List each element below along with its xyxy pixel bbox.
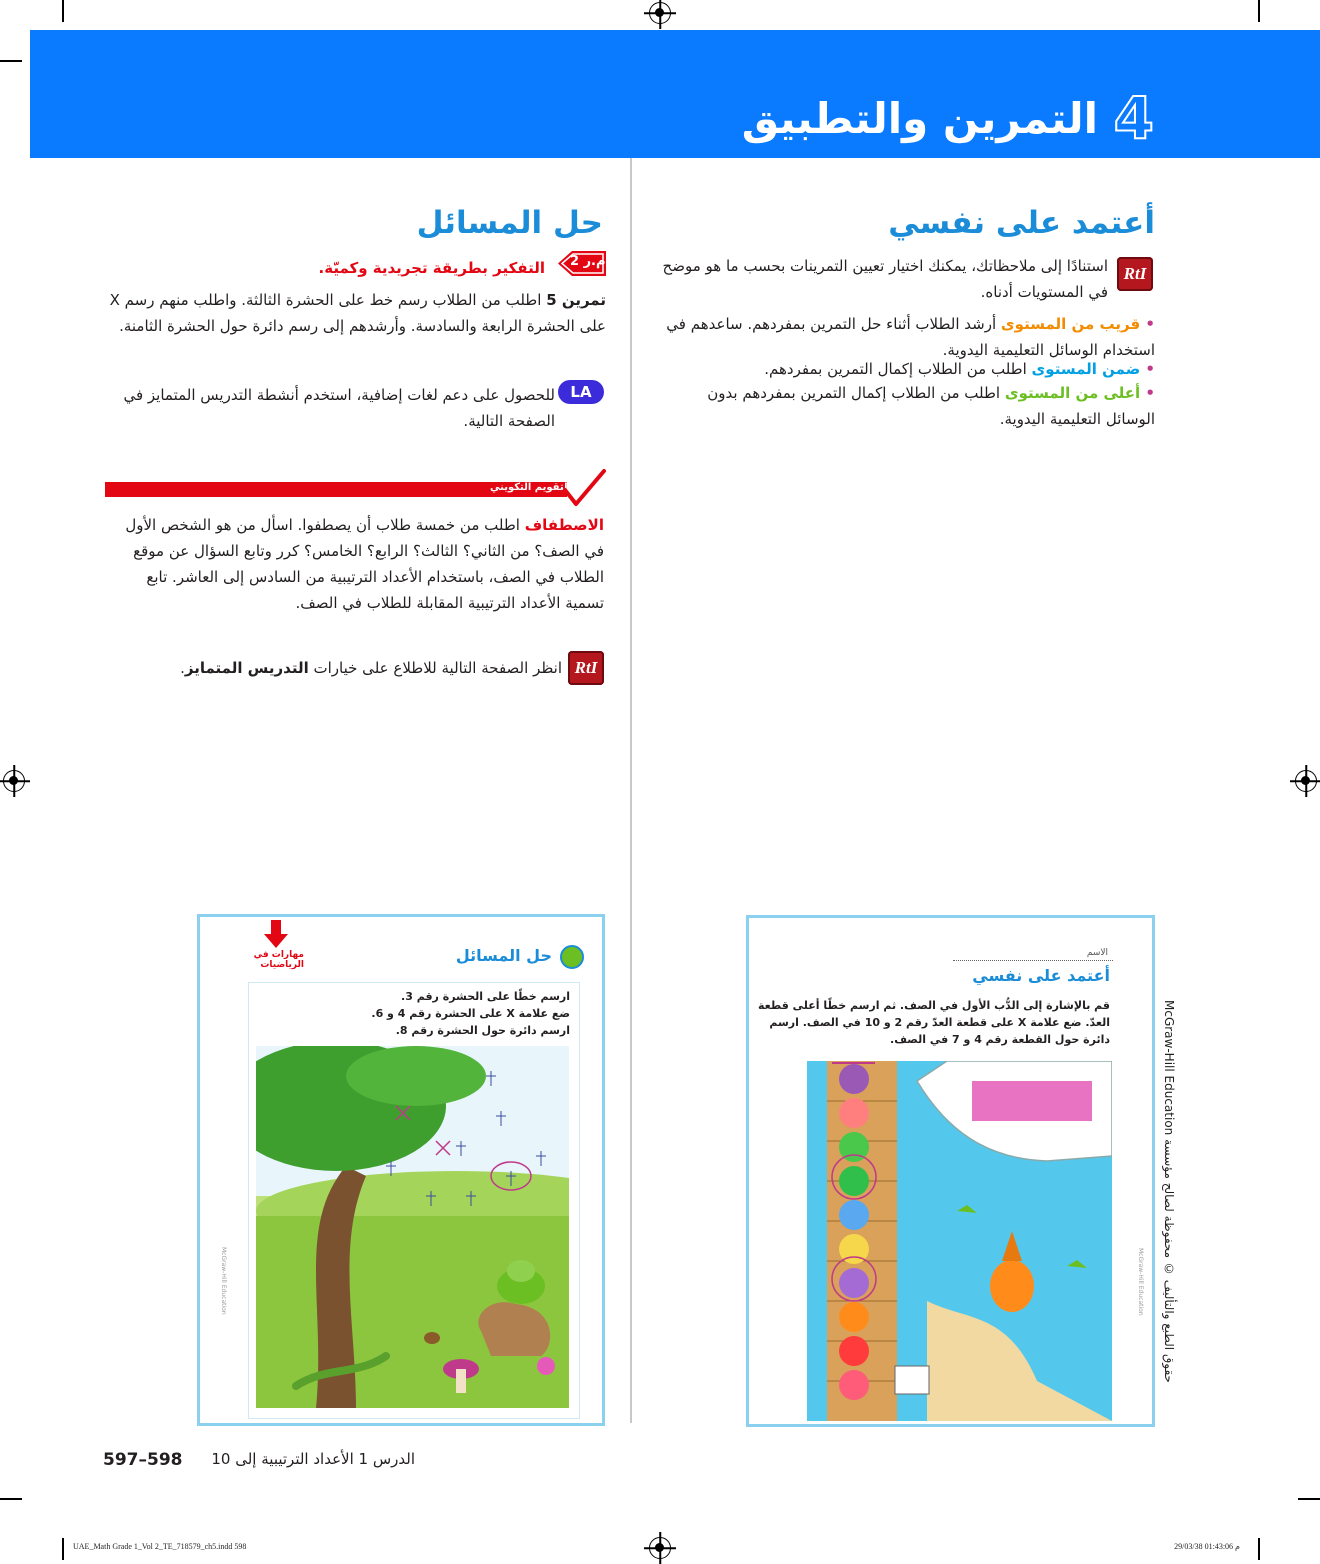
worksheet-title: حل المسائل bbox=[455, 946, 552, 965]
footer-page-numbers: 597–598 bbox=[103, 1450, 183, 1470]
worksheet-side-credit: McGraw-Hill Education bbox=[1137, 1248, 1144, 1316]
worksheet-line: العدّ. ضع علامة X على قطعة العدّ رقم 2 و 10 في الصف. ارسم bbox=[769, 1016, 1110, 1029]
name-label: الاسم bbox=[1086, 948, 1108, 958]
rti-text-bold: التدريس المتمايز bbox=[184, 659, 309, 677]
exercise-5-paragraph bbox=[106, 287, 606, 339]
crop-mark bbox=[62, 1538, 64, 1560]
worksheet-thumbnail-problem-solving bbox=[197, 914, 605, 1426]
globe-icon bbox=[560, 945, 584, 969]
bullet-on-level: • ضمن المستوى اطلب من الطلاب إكمال التمرين بمفردهم. bbox=[764, 360, 1155, 378]
rti-text: انظر الصفحة التالية للاطلاع على خيارات bbox=[313, 659, 562, 677]
practice-text: التفكير بطريقة تجريدية وكميّة. bbox=[318, 259, 545, 277]
chapter-title: التمرين والتطبيق bbox=[741, 94, 1098, 143]
worksheet-tag: مهارات في الرياضيات bbox=[253, 950, 304, 970]
worksheet-line: قم بالإشارة إلى الدُّب الأول في الصف. ثم ارسم خطًا أعلى قطعة bbox=[758, 999, 1110, 1012]
print-timestamp: 29/03/38 01:43:06 م bbox=[1174, 1542, 1240, 1551]
registration-mark-icon bbox=[649, 1537, 671, 1559]
bullet-text: أرشد الطلاب أثناء حل التمرين بمفردهم. ساعدهم في استخدام الوسائل التعليمية اليدوية. bbox=[666, 315, 1155, 359]
print-slug: UAE_Math Grade 1_Vol 2_TE_718579_ch5.indd 598 bbox=[73, 1542, 247, 1551]
worksheet-line: ضع علامة X على الحشرة رقم 4 و 6. bbox=[371, 1007, 570, 1020]
crop-mark bbox=[0, 60, 22, 62]
registration-mark-icon bbox=[649, 2, 671, 24]
la-paragraph: للحصول على دعم لغات إضافية، استخدم أنشطة التدريس المتمايز في الصفحة التالية. bbox=[123, 386, 555, 430]
bullet-approaching: • قريب من المستوى أرشد الطلاب أثناء حل التمرين بمفردهم. ساعدهم في استخدام الوسائل التعليمية اليدوية. bbox=[666, 315, 1155, 359]
bullet-text: اطلب من الطلاب إكمال التمرين بمفردهم بدون الوسائل التعليمية اليدوية. bbox=[707, 384, 1155, 428]
down-arrow-icon bbox=[264, 920, 288, 952]
chapter-number: 4 bbox=[1113, 84, 1154, 152]
worksheet-line: ارسم خطًا على الحشرة رقم 3. bbox=[401, 990, 570, 1003]
exercise-label: تمرين 5 bbox=[546, 291, 606, 309]
crop-mark bbox=[1298, 1498, 1320, 1500]
bullet-beyond: • أعلى من المستوى اطلب من الطلاب إكمال التمرين بمفردهم بدون الوسائل التعليمية اليدوية. bbox=[707, 384, 1155, 428]
crop-mark bbox=[1258, 1538, 1260, 1560]
checkmark-icon bbox=[562, 468, 607, 512]
rti-paragraph: انظر الصفحة التالية للاطلاع على خيارات التدريس المتمايز. bbox=[180, 659, 562, 677]
formative-text: اطلب من خمسة طلاب أن يصطفوا. اسأل من هو الشخص الأول في الصف؟ من الثاني؟ الثالث؟ الرابع؟ الخامس؟ كرر وتابع السؤال عن موقع الطلاب في الصف، باستخدام الأعداد الترتيبية من السادس إلى العاشر. تابع تسمية الأعداد الترتيبية المقابلة للطلاب في الصف. bbox=[125, 516, 604, 612]
crop-mark bbox=[1258, 0, 1260, 22]
section-heading-independent: أعتمد على نفسي bbox=[888, 205, 1155, 241]
formative-paragraph bbox=[104, 512, 604, 616]
copyright-credit: McGraw-Hill Education حقوق الطبع والتأليف © محفوظة لصالح مؤسسة bbox=[1162, 1000, 1176, 1383]
la-badge-icon: LA bbox=[558, 380, 604, 404]
dock-bears-illustration bbox=[807, 1061, 1112, 1425]
worksheet-title: أعتمد على نفسي bbox=[972, 966, 1110, 985]
intro-paragraph: استنادًا إلى ملاحظاتك، يمكنك اختيار تعيين التمرينات بحسب ما هو موضح في المستويات أدناه. bbox=[662, 257, 1108, 301]
name-line bbox=[953, 960, 1113, 961]
worksheet-line: ارسم دائرة حول الحشرة رقم 8. bbox=[395, 1024, 570, 1037]
registration-mark-icon bbox=[1295, 770, 1317, 792]
practice-tag-label: م.ر 2 bbox=[570, 254, 606, 269]
registration-mark-icon bbox=[3, 770, 25, 792]
footer-lesson-title: الدرس 1 الأعداد الترتيبية إلى 10 bbox=[211, 1450, 415, 1468]
dragonfly-scene-illustration bbox=[256, 1046, 569, 1412]
formative-bold-label: الاصطفاف bbox=[524, 516, 604, 534]
worksheet-thumbnail-independent bbox=[746, 915, 1155, 1427]
crop-mark bbox=[62, 0, 64, 22]
crop-mark bbox=[0, 1498, 22, 1500]
level-label: أعلى من المستوى bbox=[1004, 384, 1141, 402]
rti-icon: RtI bbox=[568, 651, 604, 685]
rti-icon: RtI bbox=[1117, 257, 1153, 291]
worksheet-line: دائرة حول القطعة رقم 4 و 7 في الصف. bbox=[890, 1033, 1110, 1046]
bullet-text: اطلب من الطلاب إكمال التمرين بمفردهم. bbox=[764, 360, 1027, 378]
column-divider bbox=[630, 158, 632, 1423]
level-label: قريب من المستوى bbox=[1000, 315, 1141, 333]
section-heading-problem-solving: حل المسائل bbox=[416, 205, 603, 241]
worksheet-side-credit: McGraw-Hill Education bbox=[220, 1247, 227, 1315]
practice-tag-arrow-icon bbox=[558, 251, 606, 276]
level-label: ضمن المستوى bbox=[1031, 360, 1141, 378]
formative-assessment-label: التقويم التكويني bbox=[490, 482, 572, 493]
exercise-text: اطلب من الطلاب رسم خط على الحشرة الثالثة. واطلب منهم رسم X على الحشرة الرابعة والسادسة. وأرشدهم إلى رسم دائرة حول الحشرة الثامنة. bbox=[109, 291, 606, 335]
